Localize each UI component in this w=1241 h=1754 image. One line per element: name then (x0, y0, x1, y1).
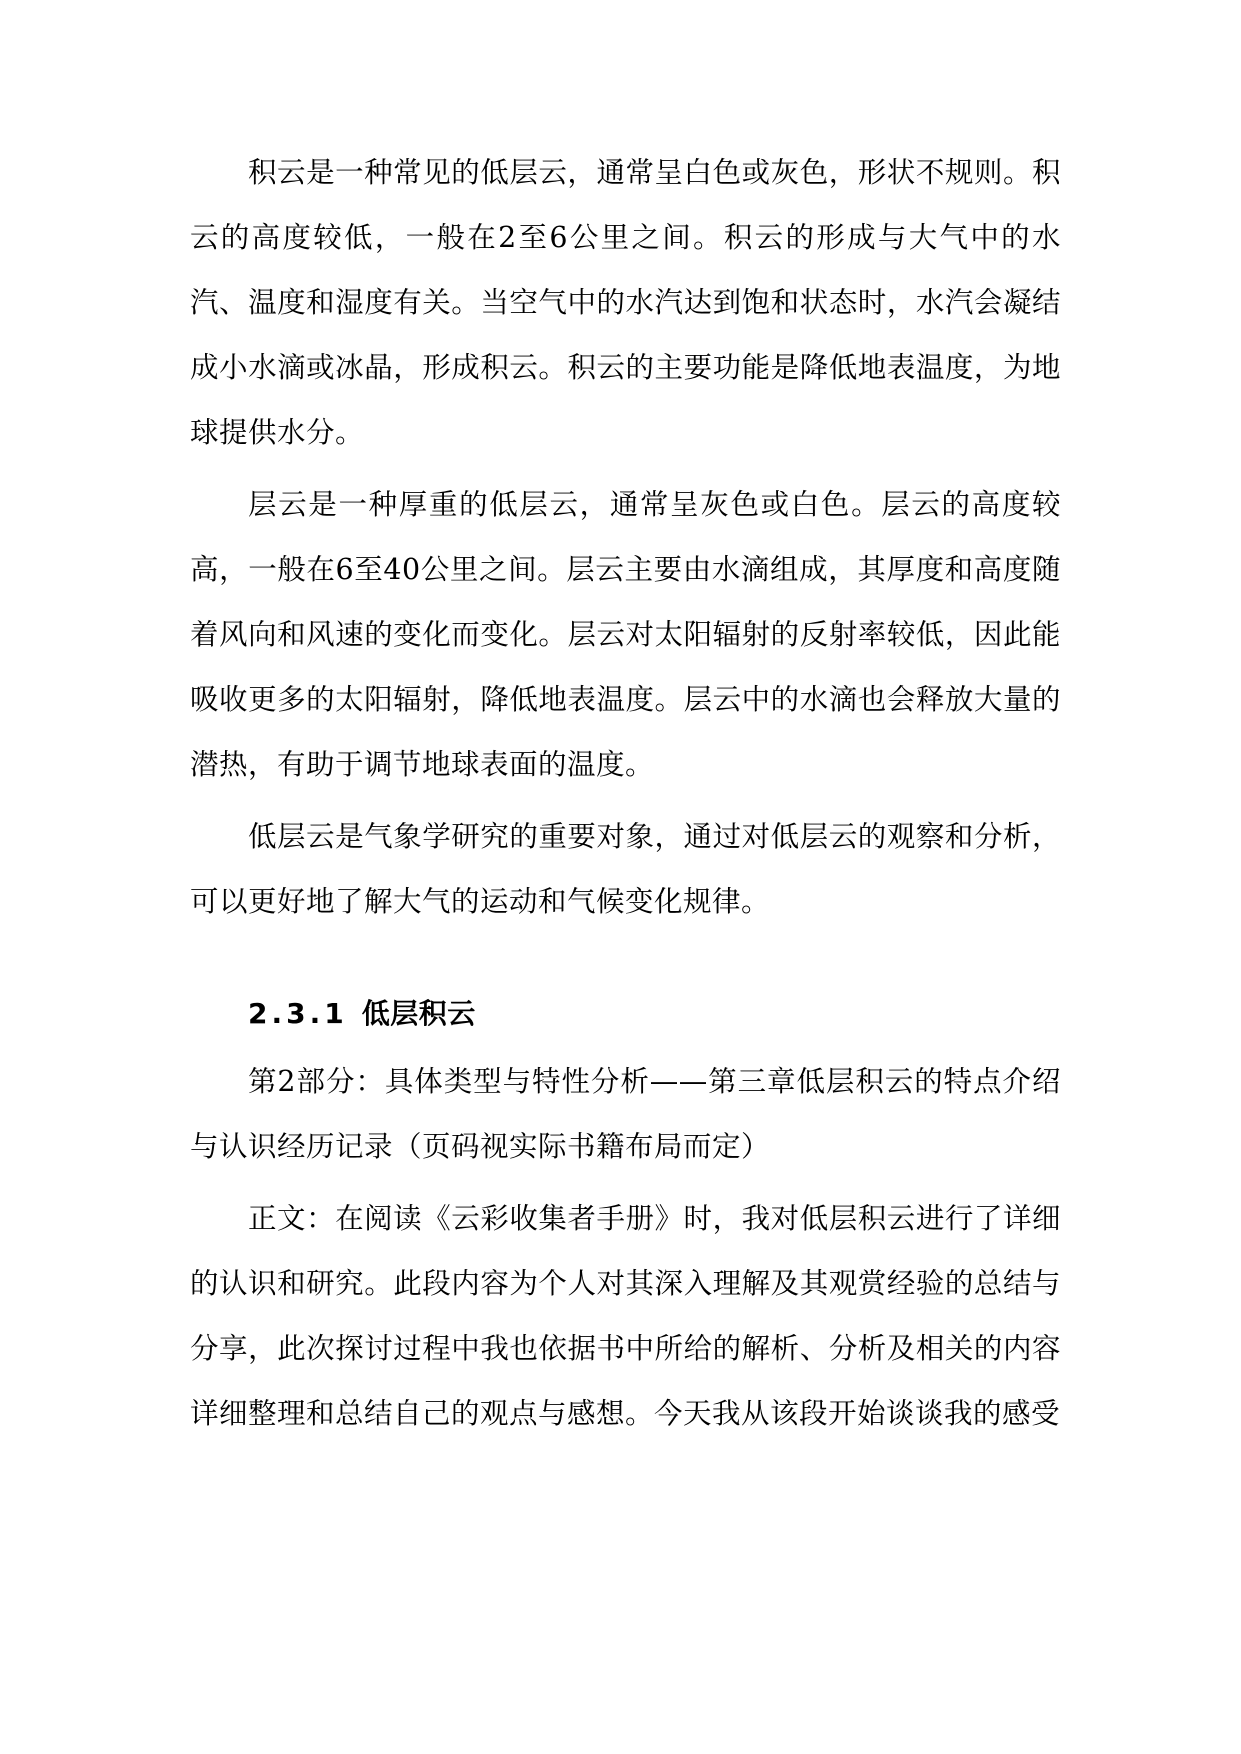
paragraph-low-cloud-summary: 低层云是气象学研究的重要对象，通过对低层云的观察和分析，可以更好地了解大气的运动和气候变化规律。 (190, 820, 1061, 918)
paragraph-part-intro: 第2部分：具体类型与特性分析——第三章低层积云的特点介绍与认识经历记录（页码视实际书籍布局而定） (190, 1065, 1061, 1163)
section-heading (190, 981, 1061, 1046)
paragraph-stratus: 层云是一种厚重的低层云，通常呈灰色或白色。层云的高度较高，一般在6至40公里之间。层云主要由水滴组成，其厚度和高度随着风向和风速的变化而变化。层云对太阳辐射的反射率较低，因此能吸收更多的太阳辐射，降低地表温度。层云中的水滴也会释放大量的潜热，有助于调节地球表面的温度。 (190, 488, 1061, 781)
section-number: 2.3.1 (248, 997, 348, 1030)
section-title: 低层积云 (361, 997, 476, 1030)
document-body (190, 140, 1061, 1446)
paragraph-main-text: 正文：在阅读《云彩收集者手册》时，我对低层积云进行了详细的认识和研究。此段内容为个人对其深入理解及其观赏经验的总结与分享，此次探讨过程中我也依据书中所给的解析、分析及相关的内容详细整理和总结自己的观点与感想。今天我从该段开始谈谈我的感受 (190, 1202, 1061, 1430)
paragraph-cumulus: 积云是一种常见的低层云，通常呈白色或灰色，形状不规则。积云的高度较低，一般在2至6公里之间。积云的形成与大气中的水汽、温度和湿度有关。当空气中的水汽达到饱和状态时，水汽会凝结成小水滴或冰晶，形成积云。积云的主要功能是降低地表温度，为地球提供水分。 (190, 156, 1061, 449)
